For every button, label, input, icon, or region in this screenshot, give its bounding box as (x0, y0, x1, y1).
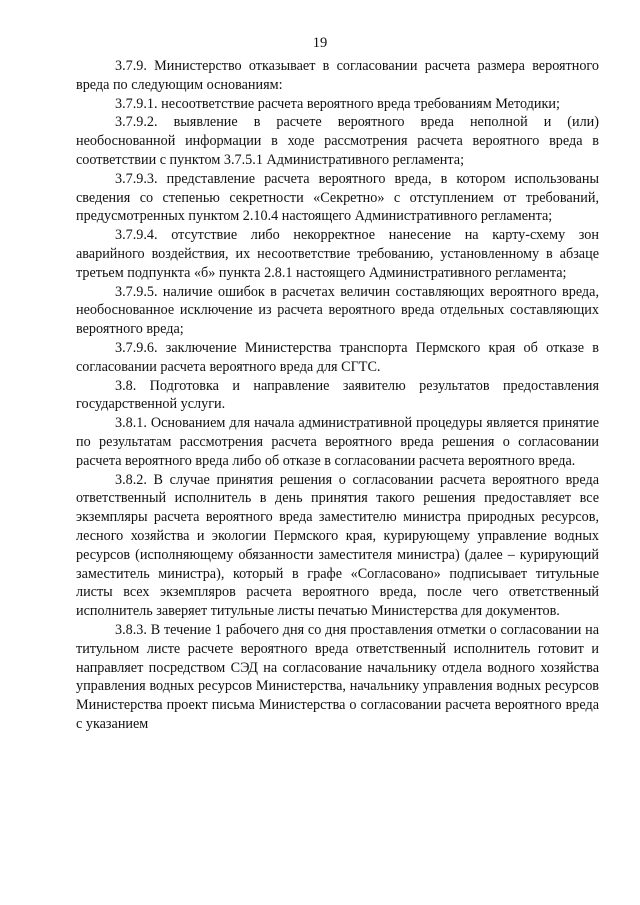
paragraph-3-8-1: 3.8.1. Основанием для начала административной процедуры является принятие по результатам рассмотрения расчета вероятного вреда решения о согласовании расчета вероятного вреда либо об отказе в согласовании расчета вероятного вреда. (76, 415, 599, 469)
paragraph-3-7-9-2: 3.7.9.2. выявление в расчете вероятного вреда неполной и (или) необоснованной информации в ходе рассмотрения расчета вероятного вреда в соответствии с пунктом 3.7.5.1 Административного регламента; (76, 114, 599, 168)
paragraph-3-8-2: 3.8.2. В случае принятия решения о согласовании расчета вероятного вреда ответственный исполнитель в день принятия такого решения предоставляет все экземпляры расчета вероятного вреда заместителю министра природных ресурсов, лесного хозяйства и экологии Пермского края, курирующему управление водных ресурсов (исполняющему обязанности заместителя министра) (далее – курирующий заместитель министра), который в графе «Согласовано» подписывает титульные листы всех экземпляров расчета вероятного вреда, после чего ответственный исполнитель заверяет титульные листы печатью Министерства для документов. (76, 471, 599, 620)
paragraph-3-7-9: 3.7.9. Министерство отказывает в согласовании расчета размера вероятного вреда по следующим основаниям: (76, 58, 599, 93)
paragraph-3-8: 3.8. Подготовка и направление заявителю результатов предоставления государственной услуги. (76, 377, 599, 413)
paragraph-3-8-3: 3.8.3. В течение 1 рабочего дня со дня проставления отметки о согласовании на титульном листе расчете вероятного вреда ответственный исполнитель готовит и направляет посредством СЭД на согласование начальнику отдела водного хозяйства управления водных ресурсов Министерства, начальнику управления водных ресурсов Министерства проект письма Министерства о согласовании расчета вероятного вреда с указанием (76, 621, 599, 732)
paragraph-3-7-9-3: 3.7.9.3. представление расчета вероятного вреда, в котором использованы сведения со степенью секретности «Секретно» с отступлением от требований, предусмотренных пунктом 2.10.4 настоящего Административного регламента; (76, 170, 599, 225)
paragraph-3-7-9-6: 3.7.9.6. заключение Министерства транспорта Пермского края об отказе в согласовании расчета вероятного вреда для СГТС. (76, 339, 599, 375)
document-body (76, 57, 599, 734)
paragraph-3-7-9-4: 3.7.9.4. отсутствие либо некорректное нанесение на карту-схему зон аварийного воздействия, их несоответствие требованию, установленному в абзаце третьем подпункта «б» пункта 2.8.1 настоящего Административного регламента; (76, 227, 599, 281)
paragraph-3-7-9-1: 3.7.9.1. несоответствие расчета вероятного вреда требованиям Методики; (115, 95, 560, 112)
paragraph-3-7-9-5: 3.7.9.5. наличие ошибок в расчетах величин составляющих вероятного вреда, необоснованное исключение из расчета вероятного вреда отдельных составляющих вероятного вреда; (76, 283, 599, 338)
page-number: 19 (312, 35, 328, 51)
